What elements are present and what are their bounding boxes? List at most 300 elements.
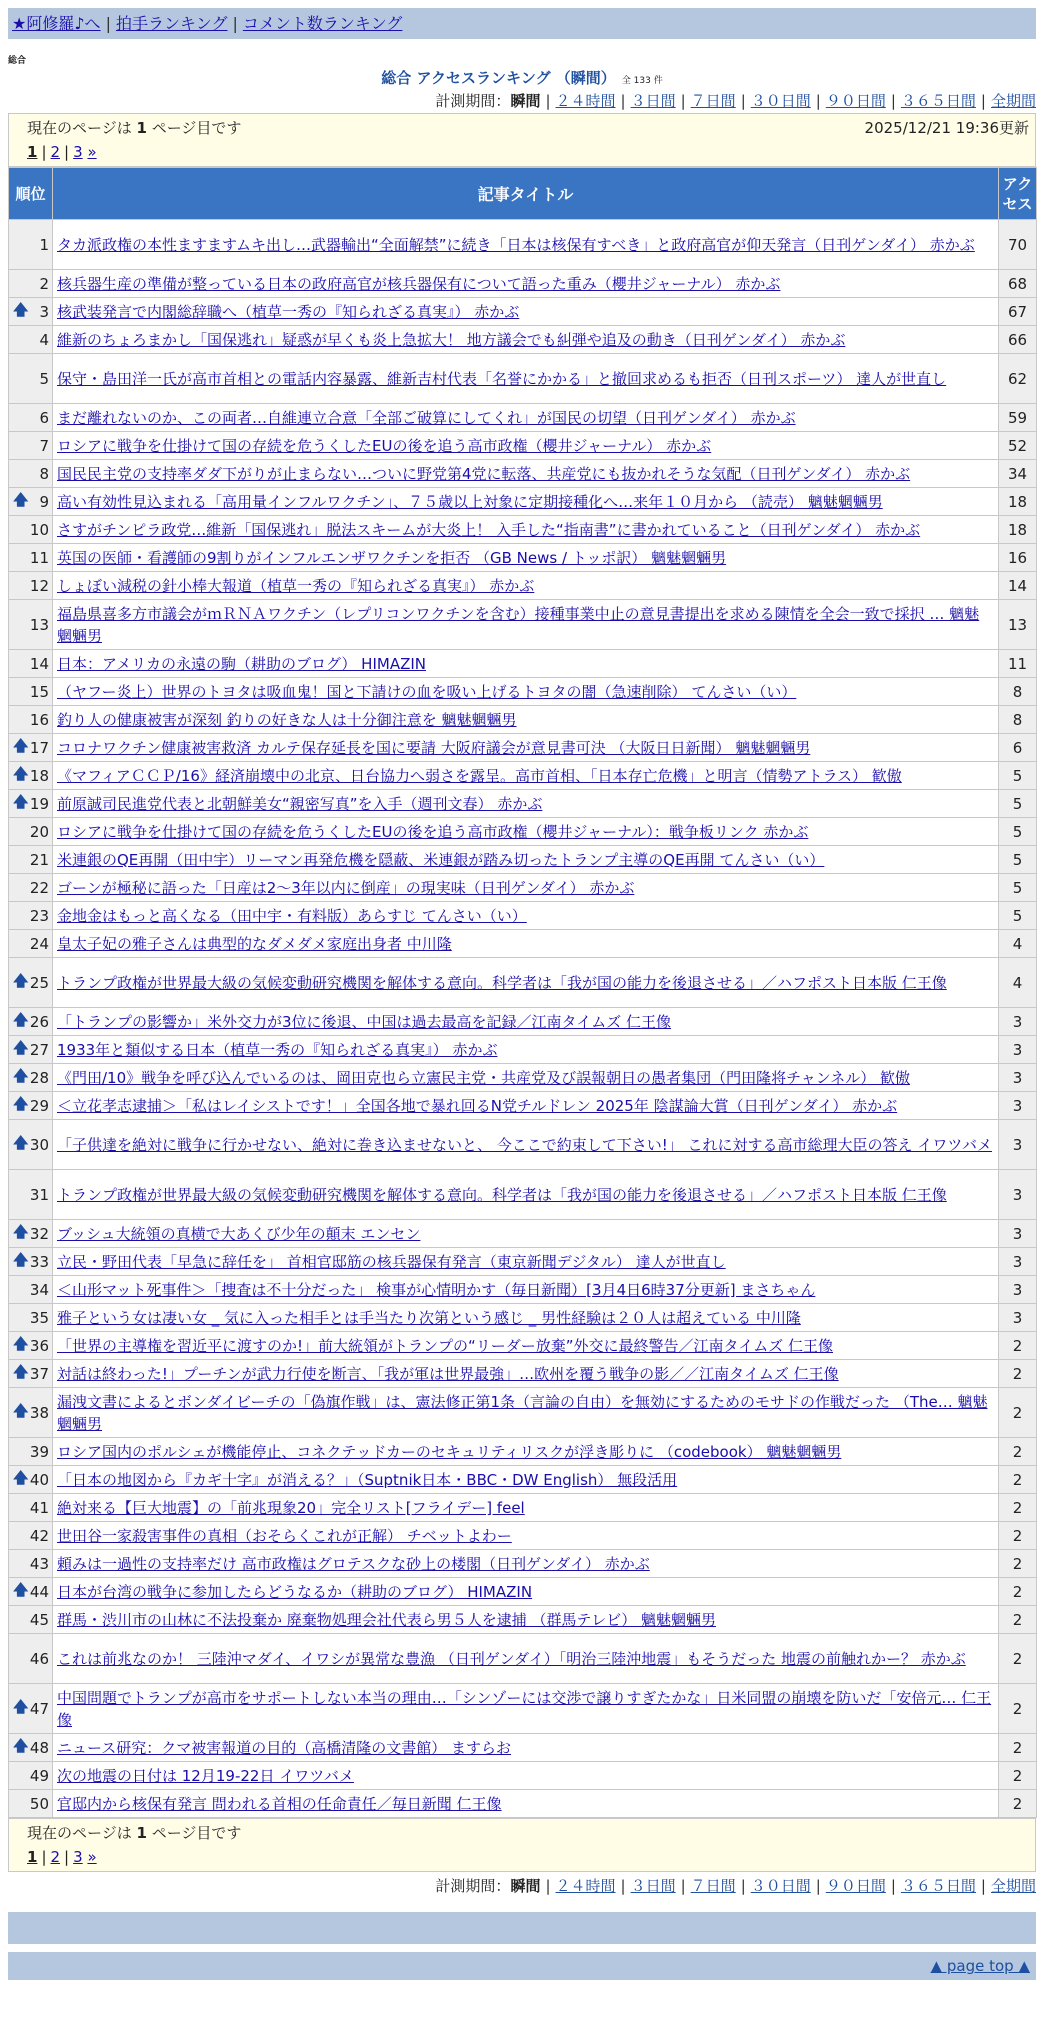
article-link[interactable]: 立民・野田代表「早急に辞任を」 首相官邸筋の核兵器保有発言（東京新聞デジタル） 達人が世直し [57, 1252, 726, 1271]
rank-cell [9, 1578, 53, 1606]
title-cell [53, 1684, 999, 1734]
page-info-top [8, 113, 1036, 167]
rank-number: 23 [29, 906, 49, 925]
pager: 1 | 2 | 3 » [27, 143, 97, 161]
rank-cell [9, 298, 53, 326]
period-link[interactable]: 全期間 [990, 92, 1036, 110]
rank-number: 26 [29, 1012, 49, 1031]
access-count: 3 [999, 1170, 1037, 1220]
table-row [9, 930, 1037, 958]
up-arrow-icon: 🡅 [13, 1401, 29, 1419]
article-link[interactable]: トランプ政権が世界最大級の気候変動研究機関を解体する意向。科学者は「我が国の能力を後退させる」／ハフポスト日本版 仁王像 [57, 1185, 947, 1204]
article-link[interactable]: 《門田/10》戦争を呼び込んでいるのは、岡田克也ら立憲民主党・共産党及び誤報朝日の愚者集団（門田隆将チャンネル） 歓傲 [57, 1068, 911, 1087]
rank-number: 34 [29, 1280, 49, 1299]
article-link[interactable]: ロシア国内のポルシェが機能停止、コネクテッドカーのセキュリティリスクが浮き彫りに （codebook） 魑魅魍魎男 [57, 1442, 842, 1461]
home-link[interactable]: ★阿修羅♪へ [12, 14, 101, 33]
table-row [9, 818, 1037, 846]
title-cell [53, 1578, 999, 1606]
article-link[interactable]: 金地金はもっと高くなる（田中宇・有料版）あらすじ てんさい（い） [57, 906, 527, 925]
ranking-title-row [8, 67, 1036, 89]
table-row [9, 1522, 1037, 1550]
rank-cell [9, 1248, 53, 1276]
table-row [9, 762, 1037, 790]
article-link[interactable]: 「子供達を絶対に戦争に行かせない、絶対に巻き込ませないと、 今ここで約束して下さい!」 これに対する高市総理大臣の答え イワツバメ [57, 1135, 993, 1154]
period-link[interactable]: ３６５日間 [900, 92, 976, 110]
period-link[interactable]: ９０日間 [825, 92, 886, 110]
current-page-text: 現在のページは 1 ページ目です [27, 1824, 242, 1842]
footer-bar [8, 1912, 1036, 1944]
access-count: 2 [999, 1606, 1037, 1634]
access-count: 2 [999, 1332, 1037, 1360]
article-link[interactable]: 英国の医師・看護師の9割りがインフルエンザワクチンを拒否 （GB News / トッポ訳） 魑魅魍魎男 [57, 548, 727, 567]
rank-number: 33 [29, 1252, 49, 1271]
access-count: 6 [999, 734, 1037, 762]
rank-cell [9, 544, 53, 572]
access-count: 2 [999, 1578, 1037, 1606]
table-row [9, 1734, 1037, 1762]
title-cell [53, 1790, 999, 1818]
rank-cell [9, 572, 53, 600]
rank-cell [9, 1762, 53, 1790]
table-row [9, 1332, 1037, 1360]
title-cell [53, 1438, 999, 1466]
article-link[interactable]: ロシアに戦争を仕掛けて国の存続を危うくしたEUの後を追う高市政権（櫻井ジャーナル）：戦争板リンク 赤かぶ [57, 822, 809, 841]
title-cell [53, 1332, 999, 1360]
table-row [9, 1304, 1037, 1332]
title-cell [53, 678, 999, 706]
table-row [9, 1360, 1037, 1388]
article-link[interactable]: 雅子という女は凄い女 _ 気に入った相手とは手当たり次第という感じ _ 男性経験は２０人は超えている 中川隆 [57, 1308, 801, 1327]
access-count: 3 [999, 1092, 1037, 1120]
article-link[interactable]: 核兵器生産の準備が整っている日本の政府高官が核兵器保有について語った重み（櫻井ジャーナル） 赤かぶ [57, 274, 781, 293]
rank-number: 8 [39, 464, 49, 483]
title-cell [53, 1762, 999, 1790]
pager-link[interactable]: 3 [73, 143, 83, 161]
article-link[interactable]: タカ派政権の本性ますますムキ出し…武器輸出“全面解禁”に続き「日本は核保有すべき」と政府高官が仰天発言（日刊ゲンダイ） 赤かぶ [57, 235, 975, 254]
up-arrow-icon: 🡅 [13, 764, 29, 782]
rank-number: 11 [29, 548, 49, 567]
table-row [9, 1120, 1037, 1170]
up-arrow-icon: 🡅 [13, 971, 29, 989]
access-count: 5 [999, 762, 1037, 790]
up-arrow-icon: 🡅 [13, 1133, 29, 1151]
article-link[interactable]: 維新のちょろまかし「国保逃れ」疑惑が早くも炎上急拡大！ 地方議会でも糾弾や追及の動き（日刊ゲンダイ） 赤かぶ [57, 330, 846, 349]
access-count: 66 [999, 326, 1037, 354]
article-link[interactable]: 「トランプの影響か」米外交力が3位に後退、中国は過去最高を記録／江南タイムズ 仁王像 [57, 1012, 672, 1031]
rank-cell [9, 1220, 53, 1248]
table-row [9, 734, 1037, 762]
clap-ranking-link[interactable]: 拍手ランキング [115, 14, 228, 33]
article-link[interactable]: 中国問題でトランプが高市をサポートしない本当の理由…「シンゾーには交渉で譲りすぎたかな」日米同盟の崩壊を防いだ「安倍元… 仁王像 [57, 1688, 992, 1729]
title-cell [53, 650, 999, 678]
table-row [9, 326, 1037, 354]
article-link[interactable]: ロシアに戦争を仕掛けて国の存続を危うくしたEUの後を追う高市政権（櫻井ジャーナル） 赤かぶ [57, 436, 712, 455]
article-link[interactable]: 群馬・渋川市の山林に不法投棄か 廃棄物処理会社代表ら男５人を逮捕 （群馬テレビ） 魑魅魍魎男 [57, 1610, 717, 1629]
rank-cell [9, 600, 53, 650]
rank-number: 29 [29, 1096, 49, 1115]
title-cell [53, 1466, 999, 1494]
rank-cell [9, 432, 53, 460]
period-link[interactable]: ３日間 [630, 1877, 676, 1895]
rank-number: 24 [29, 934, 49, 953]
table-row [9, 1606, 1037, 1634]
comment-ranking-link[interactable]: コメント数ランキング [242, 14, 403, 33]
updated-time: 2025/12/21 19:36更新 [864, 119, 1029, 137]
access-header: アクセス [999, 168, 1037, 220]
article-link[interactable]: しょぼい減税の針小棒大報道（植草一秀の『知られざる真実』） 赤かぶ [57, 576, 535, 595]
article-link[interactable]: コロナワクチン健康被害救済 カルテ保存延長を国に要請 大阪府議会が意見書可決 （大阪日日新聞） 魑魅魍魎男 [57, 738, 811, 757]
table-row [9, 1092, 1037, 1120]
title-cell [53, 1248, 999, 1276]
rank-number: 49 [29, 1766, 49, 1785]
table-row [9, 1684, 1037, 1734]
period-current: 瞬間 [510, 1877, 541, 1895]
article-link[interactable]: ＜山形マット死事件＞「捜査は不十分だった」 検事が心情明かす（毎日新聞）[3月4日6時37分更新] まさちゃん [57, 1280, 816, 1299]
table-row [9, 790, 1037, 818]
pager-link[interactable]: 2 [50, 1848, 61, 1866]
rank-cell [9, 1734, 53, 1762]
rank-cell [9, 874, 53, 902]
article-link[interactable]: 《マフィアＣＣＰ/16》経済崩壊中の北京、日台協力へ弱さを露呈。高市首相、「日本存亡危機」と明言（情勢アトラス） 歓傲 [57, 766, 902, 785]
access-count: 8 [999, 706, 1037, 734]
rank-cell [9, 1120, 53, 1170]
period-link[interactable]: ３日間 [630, 92, 676, 110]
access-count: 3 [999, 1276, 1037, 1304]
article-link[interactable]: ＜立花孝志逮捕＞「私はレイシストです！」全国各地で暴れ回るN党チルドレン 2025年 陰謀論大賞（日刊ゲンダイ） 赤かぶ [57, 1096, 898, 1115]
rank-number: 45 [29, 1610, 49, 1629]
access-count: 2 [999, 1762, 1037, 1790]
period-selector-bottom: 計測期間：瞬間 | ２４時間 | ３日間 | ７日間 | ３０日間 | ９０日間 | ３６５日間 | 全期間 [435, 1877, 1036, 1895]
period-link[interactable]: ９０日間 [825, 1877, 886, 1895]
period-current: 瞬間 [510, 92, 541, 110]
rank-number: 35 [29, 1308, 49, 1327]
table-row [9, 354, 1037, 404]
title-cell [53, 488, 999, 516]
table-row [9, 516, 1037, 544]
table-row [9, 488, 1037, 516]
title-cell [53, 1064, 999, 1092]
article-link[interactable]: 米連銀のQE再開（田中宇）リーマン再発危機を隠蔽、米連銀が踏み切ったトランプ主導のQE再開 てんさい（い） [57, 850, 825, 869]
rank-cell [9, 790, 53, 818]
article-link[interactable]: 日本が台湾の戦争に参加したらどうなるか（耕助のブログ） HIMAZIN [57, 1582, 533, 1601]
rank-cell [9, 930, 53, 958]
title-cell [53, 1036, 999, 1064]
top-nav-bar: ★阿修羅♪へ | 拍手ランキング | コメント数ランキング [8, 8, 1036, 39]
title-cell [53, 1304, 999, 1332]
access-count: 3 [999, 1304, 1037, 1332]
title-cell [53, 516, 999, 544]
access-count: 18 [999, 488, 1037, 516]
rank-number: 47 [29, 1699, 49, 1718]
rank-cell [9, 1360, 53, 1388]
title-cell [53, 734, 999, 762]
pager-next[interactable]: » [87, 143, 97, 161]
article-link[interactable]: （ヤフー炎上）世界のトヨタは吸血鬼！国と下請けの血を吸い上げるトヨタの闇（急速削除） てんさい（い） [57, 682, 797, 701]
rank-cell [9, 650, 53, 678]
access-count: 2 [999, 1634, 1037, 1684]
up-arrow-icon: 🡅 [13, 1038, 29, 1056]
title-cell [53, 1550, 999, 1578]
up-arrow-icon: 🡅 [13, 1250, 29, 1268]
title-cell [53, 1008, 999, 1036]
article-link[interactable]: 福島県喜多方市議会がｍＲＮＡワクチン（レプリコンワクチンを含む）接種事業中止の意見書提出を求める陳情を全会一致で採択 … 魑魅魍魎男 [57, 604, 980, 645]
rank-cell [9, 220, 53, 270]
article-link[interactable]: 高い有効性見込まれる「高用量インフルワクチン」、７５歳以上対象に定期接種化へ…来年１０月から （読売） 魑魅魍魎男 [57, 492, 883, 511]
rank-cell [9, 762, 53, 790]
rank-cell [9, 1092, 53, 1120]
article-link[interactable]: 次の地震の日付は 12月19-22日 イワツバメ [57, 1766, 354, 1785]
table-row [9, 706, 1037, 734]
table-row [9, 1762, 1037, 1790]
rank-cell [9, 1036, 53, 1064]
rank-cell [9, 488, 53, 516]
table-row [9, 846, 1037, 874]
article-link[interactable]: 保守・島田洋一氏が高市首相との電話内容暴露、維新吉村代表「名誉にかかる」と撤回求めるも拒否（日刊スポーツ） 達人が世直し [57, 369, 947, 388]
article-link[interactable]: 絶対来る【巨大地震】の「前兆現象20」完全リスト[フライデー] feel [57, 1498, 525, 1517]
period-link[interactable]: 全期間 [990, 1877, 1036, 1895]
rank-cell [9, 354, 53, 404]
rank-cell [9, 1064, 53, 1092]
article-link[interactable]: 世田谷一家殺害事件の真相（おそらくこれが正解） チベットよわー [57, 1526, 512, 1545]
pager-current: 1 [27, 1848, 38, 1866]
access-count: 62 [999, 354, 1037, 404]
access-count: 52 [999, 432, 1037, 460]
table-row [9, 874, 1037, 902]
access-count: 13 [999, 600, 1037, 650]
period-link[interactable]: ２４時間 [555, 92, 616, 110]
title-cell [53, 298, 999, 326]
article-link[interactable]: まだ離れないのか、この両者…自維連立合意「全部ご破算にしてくれ」が国民の切望（日刊ゲンダイ） 赤かぶ [57, 408, 796, 427]
period-link[interactable]: ３０日間 [750, 92, 811, 110]
rank-number: 2 [39, 274, 49, 293]
access-count: 5 [999, 846, 1037, 874]
table-row [9, 1494, 1037, 1522]
access-count: 2 [999, 1790, 1037, 1818]
title-cell [53, 432, 999, 460]
up-arrow-icon: 🡅 [13, 736, 29, 754]
table-row [9, 1220, 1037, 1248]
article-link[interactable]: 皇太子妃の雅子さんは典型的なダメダメ家庭出身者 中川隆 [57, 934, 452, 953]
table-row [9, 1170, 1037, 1220]
access-count: 68 [999, 270, 1037, 298]
article-link[interactable]: 釣り人の健康被害が深刻 釣りの好きな人は十分御注意を 魑魅魍魎男 [57, 710, 517, 729]
rank-number: 37 [29, 1364, 49, 1383]
access-count: 3 [999, 1064, 1037, 1092]
article-link[interactable]: ゴーンが極秘に語った「日産は2～3年以内に倒産」の現実味（日刊ゲンダイ） 赤かぶ [57, 878, 635, 897]
title-cell [53, 404, 999, 432]
title-cell [53, 1120, 999, 1170]
rank-number: 30 [29, 1135, 49, 1154]
rank-number: 44 [29, 1582, 49, 1601]
rank-number: 9 [39, 492, 49, 511]
article-link[interactable]: 対話は終わった!」プーチンが武力行使を断言、「我が軍は世界最強」…欧州を覆う戦争の影／／江南タイムズ 仁王像 [57, 1364, 839, 1383]
rank-number: 17 [29, 738, 49, 757]
table-row [9, 1634, 1037, 1684]
access-count: 2 [999, 1684, 1037, 1734]
current-page-text: 現在のページは 1 ページ目です [27, 119, 242, 137]
pager-link[interactable]: 2 [50, 143, 61, 161]
title-cell [53, 706, 999, 734]
page-top-bar [8, 1952, 1036, 1980]
access-count: 11 [999, 650, 1037, 678]
article-link[interactable]: さすがチンピラ政党…維新「国保逃れ」脱法スキームが大炎上！ 入手した“指南書”に書かれていること（日刊ゲンダイ） 赤かぶ [57, 520, 921, 539]
title-cell [53, 930, 999, 958]
article-link[interactable]: 官邸内から核保有発言 問われる首相の任命責任／毎日新聞 仁王像 [57, 1794, 502, 1813]
table-row [9, 460, 1037, 488]
table-row [9, 600, 1037, 650]
access-count: 2 [999, 1494, 1037, 1522]
rank-cell [9, 678, 53, 706]
period-link[interactable]: ２４時間 [555, 1877, 616, 1895]
table-row [9, 572, 1037, 600]
rank-number: 10 [29, 520, 49, 539]
ranking-table [8, 167, 1037, 1818]
access-count: 4 [999, 958, 1037, 1008]
access-count: 3 [999, 1248, 1037, 1276]
rank-number: 27 [29, 1040, 49, 1059]
table-row [9, 1248, 1037, 1276]
up-arrow-icon: 🡅 [13, 1362, 29, 1380]
access-count: 5 [999, 902, 1037, 930]
table-row [9, 650, 1037, 678]
rank-cell [9, 1550, 53, 1578]
rank-number: 50 [29, 1794, 49, 1813]
table-row [9, 1276, 1037, 1304]
pager: 1 | 2 | 3 » [27, 1848, 97, 1866]
title-cell [53, 874, 999, 902]
table-row [9, 678, 1037, 706]
title-cell [53, 762, 999, 790]
table-row [9, 404, 1037, 432]
title-cell [53, 270, 999, 298]
article-link[interactable]: 国民民主党の支持率ダダ下がりが止まらない…ついに野党第4党に転落、共産党にも抜かれそうな気配（日刊ゲンダイ） 赤かぶ [57, 464, 911, 483]
rank-cell [9, 1522, 53, 1550]
table-row [9, 544, 1037, 572]
pager-link[interactable]: 3 [73, 1848, 83, 1866]
title-cell [53, 1388, 999, 1438]
rank-cell [9, 516, 53, 544]
rank-number: 41 [29, 1498, 49, 1517]
table-row [9, 1550, 1037, 1578]
title-cell [53, 1276, 999, 1304]
up-arrow-icon: 🡅 [13, 1334, 29, 1352]
article-link[interactable]: 漏洩文書によるとボンダイビーチの「偽旗作戦」は、憲法修正第1条（言論の自由）を無効にするためのモサドの作戦だった （The… 魑魅魍魎男 [57, 1392, 988, 1433]
rank-cell [9, 1332, 53, 1360]
period-link[interactable]: ３０日間 [750, 1877, 811, 1895]
rank-number: 16 [29, 710, 49, 729]
category-label: 総合 [8, 56, 27, 66]
title-cell [53, 1634, 999, 1684]
rank-number: 3 [39, 302, 49, 321]
rank-number: 39 [29, 1442, 49, 1461]
rank-number: 7 [39, 436, 49, 455]
title-cell [53, 1606, 999, 1634]
rank-number: 38 [29, 1403, 49, 1422]
access-count: 14 [999, 572, 1037, 600]
rank-number: 36 [29, 1336, 49, 1355]
up-arrow-icon: 🡅 [13, 1094, 29, 1112]
access-count: 67 [999, 298, 1037, 326]
period-link[interactable]: ７日間 [690, 92, 736, 110]
rank-number: 28 [29, 1068, 49, 1087]
title-cell [53, 1220, 999, 1248]
rank-cell [9, 902, 53, 930]
rank-number: 31 [29, 1185, 49, 1204]
rank-number: 22 [29, 878, 49, 897]
access-count: 2 [999, 1466, 1037, 1494]
article-link[interactable]: 頼みは一過性の支持率だけ 高市政権はグロテスクな砂上の楼閣（日刊ゲンダイ） 赤かぶ [57, 1554, 650, 1573]
page-top-link[interactable]: ▲ page top ▲ [930, 1957, 1030, 1975]
rank-number: 12 [29, 576, 49, 595]
table-row [9, 1438, 1037, 1466]
rank-cell [9, 404, 53, 432]
title-cell [53, 460, 999, 488]
title-cell [53, 958, 999, 1008]
period-link[interactable]: ７日間 [690, 1877, 736, 1895]
article-link[interactable]: 核武装発言で内閣総辞職へ（植草一秀の『知られざる真実』） 赤かぶ [57, 302, 520, 321]
article-link[interactable]: これは前兆なのか！ 三陸沖マダイ、イワシが異常な豊漁 （日刊ゲンダイ）「明治三陸沖地震」もそうだった 地震の前触れかー？ 赤かぶ [57, 1649, 966, 1668]
title-cell [53, 1734, 999, 1762]
table-row [9, 270, 1037, 298]
access-count: 4 [999, 930, 1037, 958]
article-link[interactable]: ブッシュ大統領の真横で大あくび少年の顛末 エンセン [57, 1224, 421, 1243]
article-link[interactable]: 前原誠司民進党代表と北朝鮮美女“親密写真”を入手（週刊文春） 赤かぶ [57, 794, 543, 813]
period-label: 計測期間： [435, 92, 511, 110]
table-row [9, 1790, 1037, 1818]
rank-number: 13 [29, 615, 49, 634]
rank-number: 48 [29, 1738, 49, 1757]
table-row [9, 1578, 1037, 1606]
rank-cell [9, 706, 53, 734]
title-cell [53, 220, 999, 270]
access-count: 8 [999, 678, 1037, 706]
article-link[interactable]: 1933年と類似する日本（植草一秀の『知られざる真実』） 赤かぶ [57, 1040, 498, 1059]
access-count: 3 [999, 1220, 1037, 1248]
period-link[interactable]: ３６５日間 [900, 1877, 976, 1895]
title-header: 記事タイトル [53, 168, 999, 220]
title-cell [53, 1360, 999, 1388]
article-link[interactable]: 「日本の地図から『カギ十字』が消える？」（Suptnik日本・BBC・DW English） 無段活用 [57, 1470, 678, 1489]
period-label: 計測期間： [435, 1877, 511, 1895]
rank-number: 20 [29, 822, 49, 841]
rank-cell [9, 326, 53, 354]
pager-current: 1 [27, 143, 38, 161]
title-cell [53, 326, 999, 354]
article-link[interactable]: 「世界の主導権を習近平に渡すのか!」前大統領がトランプの“リーダー放棄”外交に最終警告／江南タイムズ 仁王像 [57, 1336, 834, 1355]
rank-cell [9, 1008, 53, 1036]
rank-cell [9, 1304, 53, 1332]
access-count: 2 [999, 1734, 1037, 1762]
title-cell [53, 846, 999, 874]
rank-number: 25 [29, 973, 49, 992]
up-arrow-icon: 🡅 [13, 1066, 29, 1084]
title-cell [53, 600, 999, 650]
rank-number: 32 [29, 1224, 49, 1243]
table-row [9, 902, 1037, 930]
rank-cell [9, 1684, 53, 1734]
rank-number: 6 [39, 408, 49, 427]
article-link[interactable]: ニュース研究：クマ被害報道の目的（高橋清隆の文書館） ますらお [57, 1738, 512, 1757]
rank-cell [9, 818, 53, 846]
table-row [9, 1036, 1037, 1064]
pager-next[interactable]: » [87, 1848, 97, 1866]
access-count: 2 [999, 1522, 1037, 1550]
access-count: 18 [999, 516, 1037, 544]
article-link[interactable]: 日本：アメリカの永遠の駒（耕助のブログ） HIMAZIN [57, 654, 426, 673]
rank-header: 順位 [9, 168, 53, 220]
up-arrow-icon: 🡅 [13, 1736, 29, 1754]
article-link[interactable]: トランプ政権が世界最大級の気候変動研究機関を解体する意向。科学者は「我が国の能力を後退させる」／ハフポスト日本版 仁王像 [57, 973, 947, 992]
